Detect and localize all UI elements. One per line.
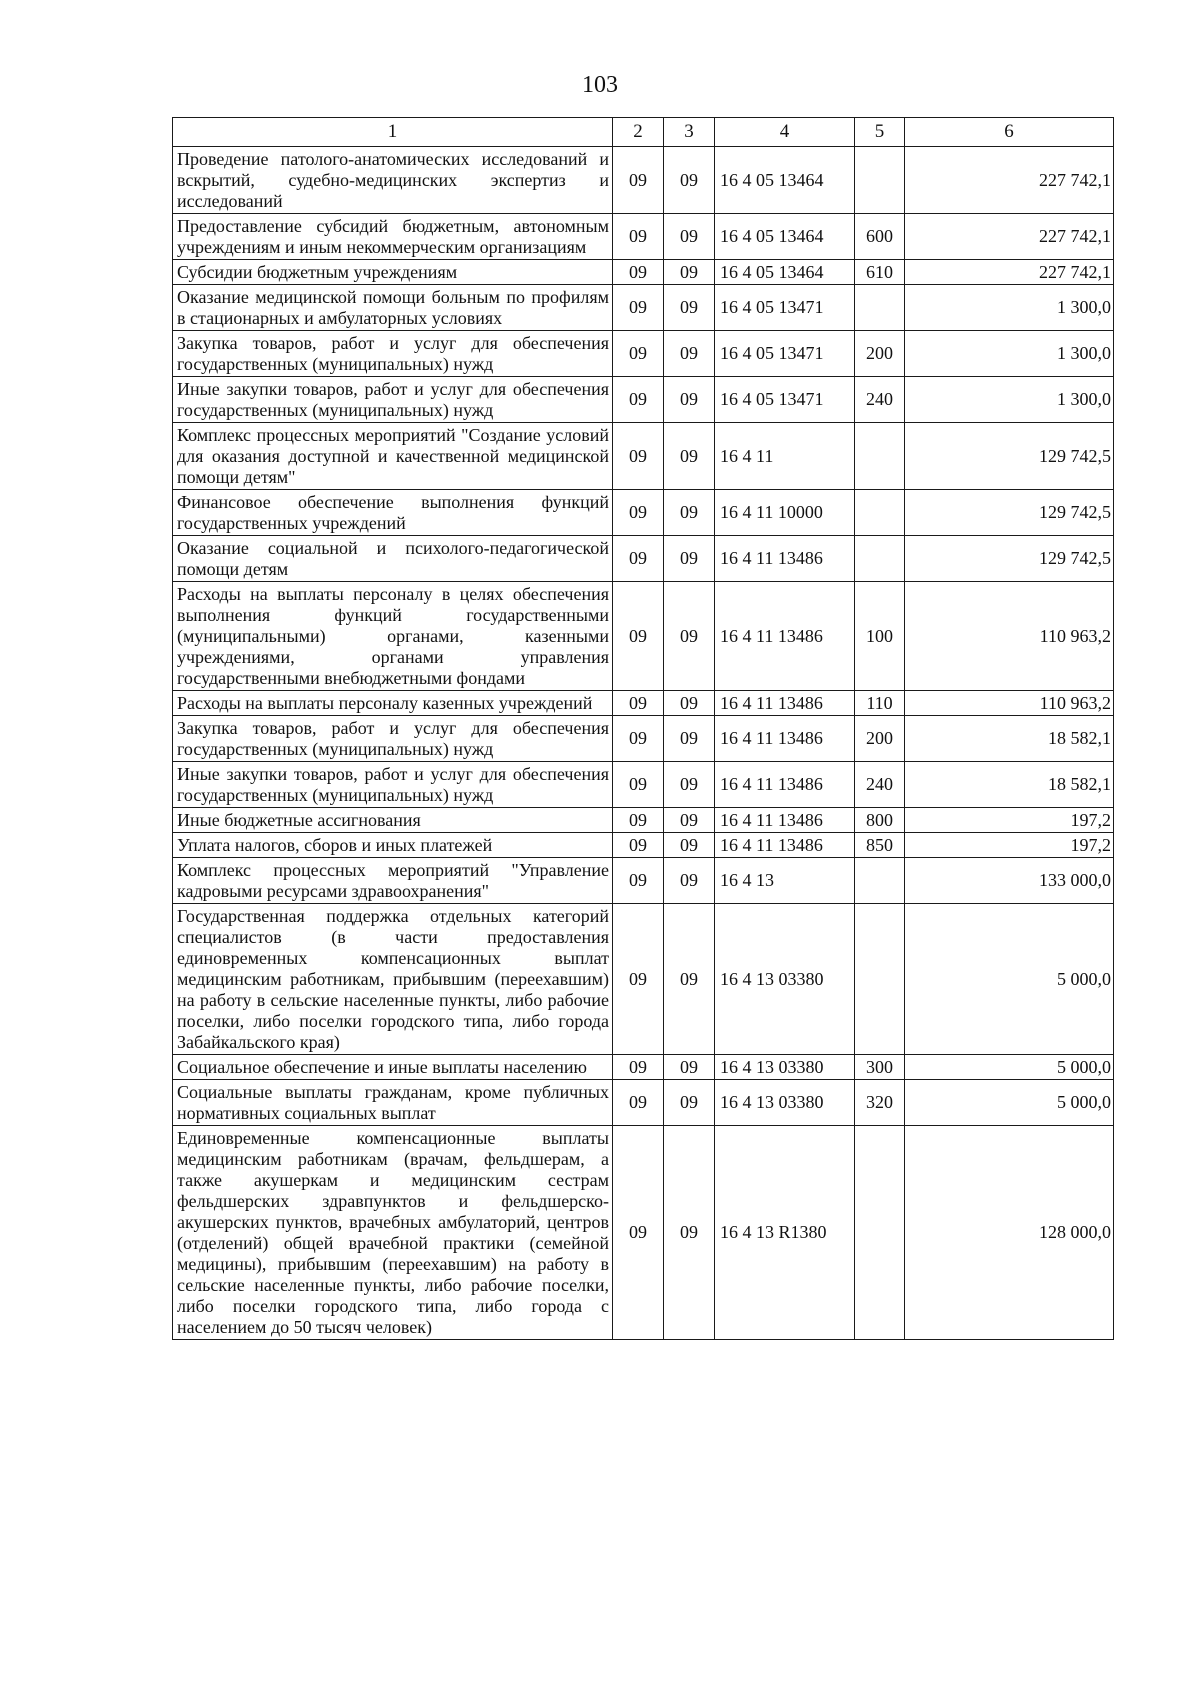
row-section: 09 bbox=[613, 582, 664, 691]
table-row bbox=[173, 1080, 1114, 1126]
row-amount: 18 582,1 bbox=[905, 762, 1114, 808]
table-row bbox=[173, 808, 1114, 833]
row-expense-type bbox=[855, 285, 905, 331]
header-col-1: 1 bbox=[173, 118, 613, 147]
table-header-row bbox=[173, 118, 1114, 147]
table-row bbox=[173, 490, 1114, 536]
row-subsection: 09 bbox=[664, 904, 715, 1055]
row-name: Расходы на выплаты персоналу в целях обеспечения выполнения функций государственными (муниципальными) органами, казенными учреждениями, органами управления государственными внебюджетными фондами bbox=[173, 582, 613, 691]
row-expense-type: 200 bbox=[855, 331, 905, 377]
row-name: Социальные выплаты гражданам, кроме публичных нормативных социальных выплат bbox=[173, 1080, 613, 1126]
header-col-2: 2 bbox=[613, 118, 664, 147]
row-name: Иные закупки товаров, работ и услуг для обеспечения государственных (муниципальных) нужд bbox=[173, 377, 613, 423]
row-subsection: 09 bbox=[664, 536, 715, 582]
row-target-article: 16 4 11 10000 bbox=[715, 490, 855, 536]
row-target-article: 16 4 13 R1380 bbox=[715, 1126, 855, 1340]
row-name: Предоставление субсидий бюджетным, автономным учреждениям и иным некоммерческим организациям bbox=[173, 214, 613, 260]
row-expense-type: 100 bbox=[855, 582, 905, 691]
row-amount: 128 000,0 bbox=[905, 1126, 1114, 1340]
row-section: 09 bbox=[613, 716, 664, 762]
table-row bbox=[173, 536, 1114, 582]
row-expense-type: 850 bbox=[855, 833, 905, 858]
row-expense-type: 320 bbox=[855, 1080, 905, 1126]
row-target-article: 16 4 05 13471 bbox=[715, 285, 855, 331]
row-subsection: 09 bbox=[664, 691, 715, 716]
table-row bbox=[173, 331, 1114, 377]
table-row bbox=[173, 260, 1114, 285]
table-row bbox=[173, 1126, 1114, 1340]
row-subsection: 09 bbox=[664, 1080, 715, 1126]
table-row bbox=[173, 377, 1114, 423]
row-subsection: 09 bbox=[664, 285, 715, 331]
row-amount: 129 742,5 bbox=[905, 423, 1114, 490]
row-section: 09 bbox=[613, 762, 664, 808]
row-subsection: 09 bbox=[664, 716, 715, 762]
table-row bbox=[173, 214, 1114, 260]
row-name: Государственная поддержка отдельных категорий специалистов (в части предоставления единовременных компенсационных выплат медицинским работникам, прибывшим (переехавшим) на работу в сельские населенные пункты, либо рабочие поселки, либо поселки городского типа, либо города Забайкальского края) bbox=[173, 904, 613, 1055]
table-row bbox=[173, 904, 1114, 1055]
row-expense-type bbox=[855, 1126, 905, 1340]
row-name: Социальное обеспечение и иные выплаты населению bbox=[173, 1055, 613, 1080]
row-amount: 110 963,2 bbox=[905, 691, 1114, 716]
row-amount: 18 582,1 bbox=[905, 716, 1114, 762]
table-row bbox=[173, 762, 1114, 808]
row-target-article: 16 4 05 13464 bbox=[715, 214, 855, 260]
row-expense-type: 800 bbox=[855, 808, 905, 833]
row-amount: 5 000,0 bbox=[905, 1055, 1114, 1080]
row-amount: 129 742,5 bbox=[905, 536, 1114, 582]
row-target-article: 16 4 11 13486 bbox=[715, 691, 855, 716]
row-target-article: 16 4 11 13486 bbox=[715, 833, 855, 858]
row-section: 09 bbox=[613, 147, 664, 214]
row-amount: 1 300,0 bbox=[905, 331, 1114, 377]
row-section: 09 bbox=[613, 691, 664, 716]
row-amount: 133 000,0 bbox=[905, 858, 1114, 904]
row-name: Иные закупки товаров, работ и услуг для обеспечения государственных (муниципальных) нужд bbox=[173, 762, 613, 808]
row-section: 09 bbox=[613, 260, 664, 285]
row-subsection: 09 bbox=[664, 214, 715, 260]
row-name: Комплекс процессных мероприятий "Управление кадровыми ресурсами здравоохранения" bbox=[173, 858, 613, 904]
table-row bbox=[173, 285, 1114, 331]
row-subsection: 09 bbox=[664, 490, 715, 536]
table-row bbox=[173, 582, 1114, 691]
row-amount: 129 742,5 bbox=[905, 490, 1114, 536]
row-name: Субсидии бюджетным учреждениям bbox=[173, 260, 613, 285]
row-section: 09 bbox=[613, 331, 664, 377]
row-expense-type: 300 bbox=[855, 1055, 905, 1080]
row-subsection: 09 bbox=[664, 833, 715, 858]
header-col-4: 4 bbox=[715, 118, 855, 147]
row-subsection: 09 bbox=[664, 423, 715, 490]
row-expense-type: 610 bbox=[855, 260, 905, 285]
row-target-article: 16 4 11 13486 bbox=[715, 808, 855, 833]
table-row bbox=[173, 858, 1114, 904]
row-target-article: 16 4 05 13464 bbox=[715, 147, 855, 214]
table-row bbox=[173, 691, 1114, 716]
row-subsection: 09 bbox=[664, 582, 715, 691]
row-target-article: 16 4 13 03380 bbox=[715, 1055, 855, 1080]
row-expense-type bbox=[855, 904, 905, 1055]
row-expense-type bbox=[855, 490, 905, 536]
row-subsection: 09 bbox=[664, 377, 715, 423]
row-amount: 1 300,0 bbox=[905, 285, 1114, 331]
row-section: 09 bbox=[613, 214, 664, 260]
row-amount: 227 742,1 bbox=[905, 147, 1114, 214]
row-subsection: 09 bbox=[664, 1055, 715, 1080]
row-target-article: 16 4 05 13471 bbox=[715, 377, 855, 423]
row-target-article: 16 4 11 13486 bbox=[715, 716, 855, 762]
table-body bbox=[173, 147, 1114, 1340]
row-name: Комплекс процессных мероприятий "Создание условий для оказания доступной и качественной медицинской помощи детям" bbox=[173, 423, 613, 490]
row-section: 09 bbox=[613, 1055, 664, 1080]
row-name: Иные бюджетные ассигнования bbox=[173, 808, 613, 833]
row-expense-type bbox=[855, 536, 905, 582]
row-target-article: 16 4 11 13486 bbox=[715, 762, 855, 808]
row-section: 09 bbox=[613, 377, 664, 423]
row-section: 09 bbox=[613, 1126, 664, 1340]
row-expense-type bbox=[855, 147, 905, 214]
row-expense-type bbox=[855, 423, 905, 490]
page-number: 103 bbox=[582, 72, 618, 98]
row-target-article: 16 4 11 13486 bbox=[715, 582, 855, 691]
header-col-5: 5 bbox=[855, 118, 905, 147]
row-target-article: 16 4 11 bbox=[715, 423, 855, 490]
row-expense-type bbox=[855, 858, 905, 904]
row-subsection: 09 bbox=[664, 1126, 715, 1340]
row-section: 09 bbox=[613, 285, 664, 331]
row-subsection: 09 bbox=[664, 858, 715, 904]
row-section: 09 bbox=[613, 858, 664, 904]
row-name: Закупка товаров, работ и услуг для обеспечения государственных (муниципальных) нужд bbox=[173, 716, 613, 762]
row-amount: 5 000,0 bbox=[905, 904, 1114, 1055]
row-amount: 197,2 bbox=[905, 833, 1114, 858]
row-name: Расходы на выплаты персоналу казенных учреждений bbox=[173, 691, 613, 716]
row-name: Проведение патолого-анатомических исследований и вскрытий, судебно-медицинских экспертиз и исследований bbox=[173, 147, 613, 214]
row-expense-type: 600 bbox=[855, 214, 905, 260]
row-name: Оказание социальной и психолого-педагогической помощи детям bbox=[173, 536, 613, 582]
row-section: 09 bbox=[613, 536, 664, 582]
row-subsection: 09 bbox=[664, 762, 715, 808]
row-section: 09 bbox=[613, 833, 664, 858]
row-target-article: 16 4 05 13471 bbox=[715, 331, 855, 377]
row-expense-type: 240 bbox=[855, 377, 905, 423]
row-name: Уплата налогов, сборов и иных платежей bbox=[173, 833, 613, 858]
row-expense-type: 200 bbox=[855, 716, 905, 762]
row-section: 09 bbox=[613, 808, 664, 833]
row-target-article: 16 4 05 13464 bbox=[715, 260, 855, 285]
row-section: 09 bbox=[613, 423, 664, 490]
row-expense-type: 240 bbox=[855, 762, 905, 808]
row-amount: 227 742,1 bbox=[905, 214, 1114, 260]
table-row bbox=[173, 716, 1114, 762]
row-target-article: 16 4 11 13486 bbox=[715, 536, 855, 582]
row-name: Закупка товаров, работ и услуг для обеспечения государственных (муниципальных) нужд bbox=[173, 331, 613, 377]
row-section: 09 bbox=[613, 1080, 664, 1126]
row-amount: 1 300,0 bbox=[905, 377, 1114, 423]
header-col-3: 3 bbox=[664, 118, 715, 147]
row-subsection: 09 bbox=[664, 808, 715, 833]
row-name: Финансовое обеспечение выполнения функций государственных учреждений bbox=[173, 490, 613, 536]
row-name: Оказание медицинской помощи больным по профилям в стационарных и амбулаторных условиях bbox=[173, 285, 613, 331]
row-section: 09 bbox=[613, 904, 664, 1055]
header-col-6: 6 bbox=[905, 118, 1114, 147]
row-target-article: 16 4 13 bbox=[715, 858, 855, 904]
row-target-article: 16 4 13 03380 bbox=[715, 1080, 855, 1126]
table-row bbox=[173, 147, 1114, 214]
budget-table bbox=[172, 117, 1114, 1340]
table-row bbox=[173, 1055, 1114, 1080]
row-subsection: 09 bbox=[664, 147, 715, 214]
table-row bbox=[173, 833, 1114, 858]
row-target-article: 16 4 13 03380 bbox=[715, 904, 855, 1055]
row-amount: 5 000,0 bbox=[905, 1080, 1114, 1126]
row-expense-type: 110 bbox=[855, 691, 905, 716]
row-name: Единовременные компенсационные выплаты медицинским работникам (врачам, фельдшерам, а также акушеркам и медицинским сестрам фельдшерских здравпунктов и фельдшерско-акушерских пунктов, врачебных амбулаторий, центров (отделений) общей врачебной практики (семейной медицины), прибывшим (переехавшим) на работу в сельские населенные пункты, либо рабочие поселки, либо поселки городского типа, либо города с населением до 50 тысяч человек) bbox=[173, 1126, 613, 1340]
row-amount: 110 963,2 bbox=[905, 582, 1114, 691]
row-amount: 227 742,1 bbox=[905, 260, 1114, 285]
row-subsection: 09 bbox=[664, 260, 715, 285]
row-amount: 197,2 bbox=[905, 808, 1114, 833]
table-row bbox=[173, 423, 1114, 490]
row-section: 09 bbox=[613, 490, 664, 536]
row-subsection: 09 bbox=[664, 331, 715, 377]
